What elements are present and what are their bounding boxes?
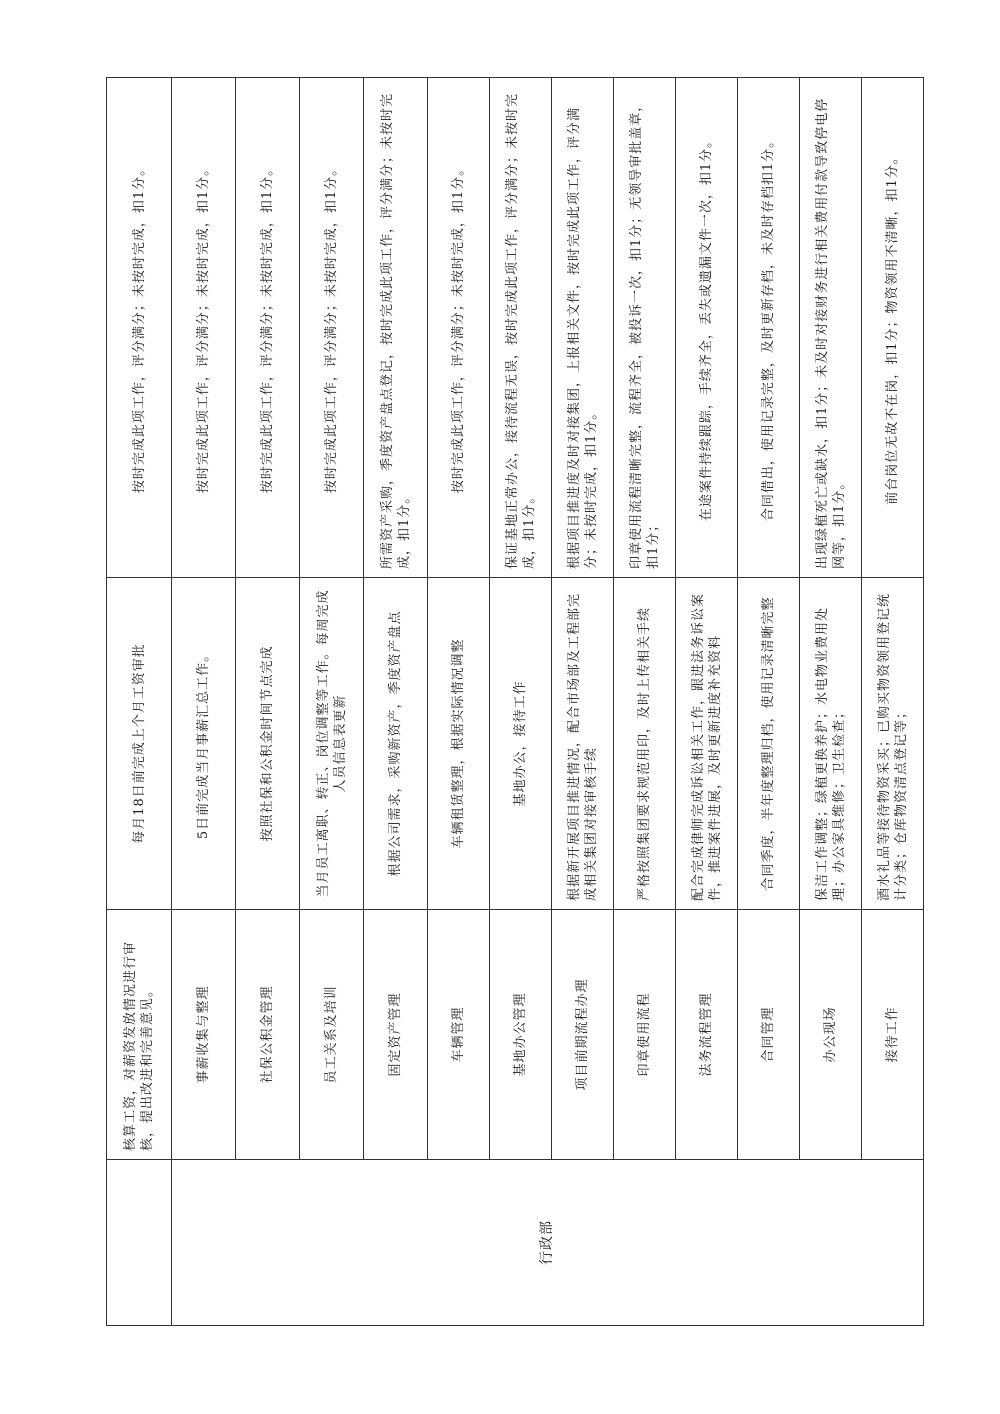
table-row [862,78,924,1326]
content-cell: 按照社保和公积金时间节点完成 [236,578,300,910]
table-frame [106,78,908,1326]
item-cell: 员工关系及培训 [300,910,364,1160]
department-cell: 行政部 [172,1160,924,1326]
table-row [614,78,676,1326]
content-cell: 根据公司需求，采购新资产，季度资产盘点 [364,578,428,910]
table-row [236,78,300,1326]
table-row [490,78,552,1326]
standard-cell: 按时完成此项工作，评分满分；未按时完成，扣1分。 [428,78,490,578]
content-cell: 当月员工离职、转正、岗位调整等工作。每周完成人员信息表更新 [300,578,364,910]
item-cell: 基地办公管理 [490,910,552,1160]
content-cell: 5日前完成当月事薪汇总工作。 [172,578,236,910]
table-row [364,78,428,1326]
content-cell: 酒水礼品等接待物资采买；已购买物资领用登记统计分类；仓库物资清点登记等； [862,578,924,910]
content-cell: 合同季度，半年度整理归档，使用记录清晰完整 [738,578,800,910]
item-cell: 合同管理 [738,910,800,1160]
standard-cell: 印章使用流程清晰完整，流程齐全，被投诉一次，扣1分；无领导审批盖章，扣1分； [614,78,676,578]
content-cell: 配合完成律师完成诉讼相关工作，跟进法务诉讼案件，推进案件进展，及时更新进度补充资料 [676,578,738,910]
item-cell: 印章使用流程 [614,910,676,1160]
table-row [800,78,862,1326]
standard-cell: 前台岗位无故不在岗，扣1分；物资领用不清晰，扣1分。 [862,78,924,578]
standard-cell: 保证基地正常办公，接待流程无误，按时完成此项工作，评分满分；未按时完成，扣1分。 [490,78,552,578]
standard-cell: 所需资产采购，季度资产盘点登记，按时完成此项工作，评分满分；未按时完成，扣1分。 [364,78,428,578]
standard-cell: 按时完成此项工作，评分满分；未按时完成，扣1分。 [236,78,300,578]
item-cell: 固定资产管理 [364,910,428,1160]
table-row [172,78,236,1326]
standard-cell: 按时完成此项工作，评分满分；未按时完成，扣1分。 [300,78,364,578]
assessment-table [106,77,924,1326]
rotated-sheet [106,78,908,1326]
item-cell: 项目前期流程办理 [552,910,614,1160]
standard-cell: 出现绿植死亡或缺水，扣1分；未及时对接财务进行相关费用付款导致停电停网等，扣1分。 [800,78,862,578]
content-cell: 严格按照集团要求规范用印，及时上传相关手续 [614,578,676,910]
standard-cell: 合同借出，使用记录完整，及时更新存档，未及时存档扣1分。 [738,78,800,578]
table-row [552,78,614,1326]
table-row [676,78,738,1326]
table-row [428,78,490,1326]
content-cell: 基地办公，接待工作 [490,578,552,910]
content-cell: 每月18日前完成上个月工资审批 [107,578,172,910]
item-cell: 法务流程管理 [676,910,738,1160]
table-row [107,78,172,1326]
department-cell-top [107,1160,172,1326]
table-row [738,78,800,1326]
item-cell: 接待工作 [862,910,924,1160]
standard-cell: 按时完成此项工作，评分满分；未按时完成，扣1分。 [107,78,172,578]
standard-cell: 按时完成此项工作，评分满分；未按时完成，扣1分。 [172,78,236,578]
item-cell: 事薪收集与整理 [172,910,236,1160]
item-cell: 社保公积金管理 [236,910,300,1160]
item-cell: 办公现场 [800,910,862,1160]
content-cell: 根据新开展项目推进情况，配合市场部及工程部完成相关集团对接审核手续 [552,578,614,910]
table-row [300,78,364,1326]
content-cell: 车辆租赁整理，根据实际情况调整 [428,578,490,910]
item-cell: 车辆管理 [428,910,490,1160]
content-cell: 保洁工作调整；绿植更换养护；水电物业费用处理；办公家具维修；卫生检查； [800,578,862,910]
item-cell: 核算工资，对薪资发放情况进行审核，提出改进和完善意见。 [107,910,172,1160]
standard-cell: 在途案件持续跟踪，手续齐全，丢失或遗漏文件一次，扣1分。 [676,78,738,578]
standard-cell: 根据项目推进度及时对接集团，上报相关文件，按时完成此项工作，评分满分；未按时完成，扣1分。 [552,78,614,578]
